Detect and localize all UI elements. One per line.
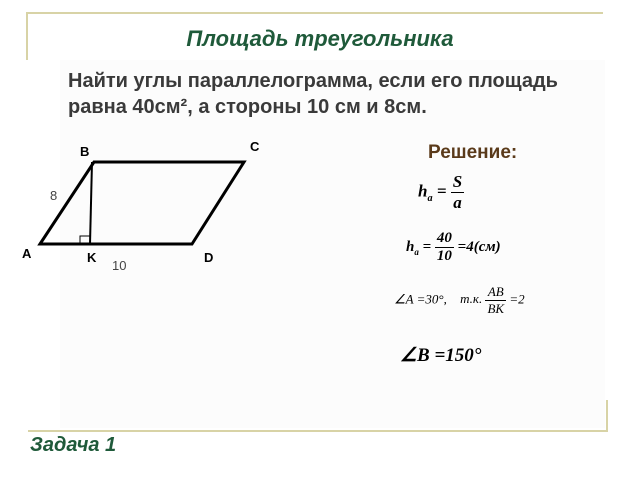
formula-height-value [406, 230, 501, 265]
solution-label: Решение: [428, 142, 518, 163]
f1-lhs: h [418, 181, 428, 201]
problem-statement: Найти углы параллелограмма, если его площадь равна 40см², а стороны 10 см и 8см. [68, 70, 558, 118]
f1-numerator: S [452, 172, 463, 191]
f3-denominator: BK [487, 301, 505, 316]
vertex-d-label: D [204, 250, 214, 265]
f2-denominator: 10 [436, 248, 452, 264]
formula-angle-b: ∠B =150° [400, 345, 482, 366]
task-label: Задача 1 [30, 434, 117, 456]
f1-sub: a [427, 192, 433, 204]
vertex-k-label: K [87, 250, 97, 265]
f3-angle: ∠A =30°, [394, 291, 447, 307]
f1-denominator: a [453, 193, 462, 212]
f2-sub: a [414, 246, 419, 257]
height-bk [90, 162, 92, 244]
formula-height-general [418, 172, 464, 213]
f3-result: =2 [509, 291, 525, 307]
side-ab-length: 8 [50, 188, 58, 203]
base-ad-length: 10 [112, 258, 127, 273]
f3-tk: т.к. [460, 291, 483, 307]
f3-numerator: AB [485, 284, 506, 301]
vertex-a-label: A [22, 246, 32, 261]
f2-fraction [435, 230, 454, 265]
vertex-c-label: C [250, 139, 260, 154]
formula-angle-a [394, 284, 525, 317]
f1-fraction [451, 172, 464, 213]
f2-result: =4 [457, 238, 474, 255]
f3-fraction [485, 284, 506, 317]
parallelogram [40, 162, 244, 244]
f1-eq: = [436, 181, 447, 201]
f2-eq: = [422, 238, 432, 255]
f2-numerator: 40 [436, 230, 452, 246]
f2-lhs: h [406, 238, 415, 255]
vertex-b-label: B [80, 144, 90, 159]
f2-unit: (см) [473, 238, 501, 255]
slide-title: Площадь треугольника [186, 26, 454, 51]
